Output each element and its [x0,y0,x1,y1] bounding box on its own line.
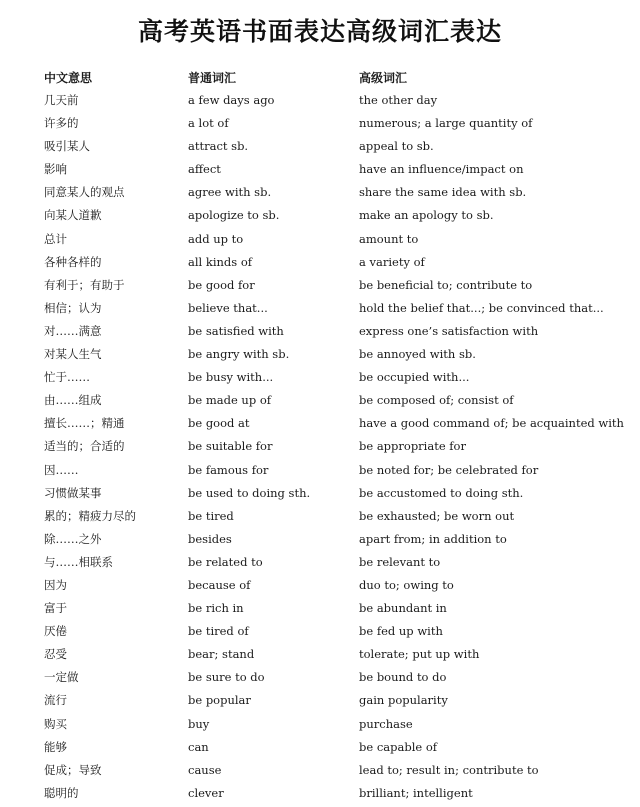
advanced-word: duo to; owing to [359,577,454,592]
table-row [0,507,640,530]
chinese-meaning: 吸引某人 [44,139,90,154]
table-row [0,484,640,507]
table-row [0,738,640,761]
advanced-word: be occupied with... [359,370,470,385]
chinese-meaning: 忙于…… [44,370,90,385]
advanced-word: apart from; in addition to [359,531,507,546]
common-word: cause [188,762,222,777]
chinese-meaning: 对……满意 [44,323,102,338]
common-word: a few days ago [188,93,275,107]
table-row [0,691,640,714]
advanced-word: be composed of; consist of [359,393,514,408]
table-row [0,645,640,668]
advanced-word: a variety of [359,254,425,269]
advanced-word: be annoyed with sb. [359,347,476,362]
vocabulary-table [0,91,640,807]
advanced-word: have an influence/impact on [359,162,524,177]
chinese-meaning: 适当的；合适的 [44,439,125,454]
advanced-word: be abundant in [359,601,447,616]
table-row [0,530,640,553]
table-row [0,461,640,484]
advanced-word: make an apology to sb. [359,208,494,223]
common-word: be suitable for [188,439,273,454]
chinese-meaning: 能够 [44,739,67,754]
common-word: be tired [188,508,234,523]
header-advanced: 高级词汇 [359,71,408,85]
chinese-meaning: 各种各样的 [44,254,102,269]
common-word: be angry with sb. [188,347,290,362]
header-common: 普通词汇 [188,71,237,85]
common-word: be good at [188,416,250,431]
chinese-meaning: 促成；导致 [44,762,102,777]
table-row [0,576,640,599]
advanced-word: be appropriate for [359,439,466,454]
table-row [0,253,640,276]
common-word: bear; stand [188,647,255,662]
chinese-meaning: 流行 [44,693,67,708]
chinese-meaning: 对某人生气 [44,347,102,362]
table-row [0,622,640,645]
common-word: be busy with... [188,370,274,385]
table-header [0,69,640,87]
common-word: all kinds of [188,254,253,269]
chinese-meaning: 富于 [44,601,67,616]
common-word: attract sb. [188,139,249,154]
common-word: be good for [188,277,255,292]
table-row [0,599,640,622]
common-word: add up to [188,231,244,246]
chinese-meaning: 聪明的 [44,785,79,800]
common-word: a lot of [188,116,229,131]
header-meaning: 中文意思 [44,71,93,85]
table-row [0,345,640,368]
chinese-meaning: 与……相联系 [44,554,113,569]
advanced-word: be beneficial to; contribute to [359,277,533,292]
table-row [0,437,640,460]
table-row [0,668,640,691]
common-word: be rich in [188,601,244,616]
advanced-word: be exhausted; be worn out [359,508,515,523]
advanced-word: share the same idea with sb. [359,185,527,200]
common-word: be popular [188,693,251,708]
table-row [0,715,640,738]
common-word: clever [188,785,224,800]
table-row [0,299,640,322]
common-word: besides [188,531,232,546]
table-row [0,114,640,137]
common-word: be used to doing sth. [188,485,311,500]
advanced-word: the other day [359,93,438,107]
table-row [0,276,640,299]
common-word: believe that... [188,300,268,315]
table-row [0,160,640,183]
chinese-meaning: 购买 [44,716,67,731]
common-word: can [188,739,209,754]
common-word: be famous for [188,462,269,477]
advanced-word: be relevant to [359,554,441,569]
chinese-meaning: 擅长……；精通 [44,416,125,431]
chinese-meaning: 几天前 [44,93,79,107]
chinese-meaning: 总计 [44,231,67,246]
common-word: affect [188,162,221,177]
common-word: be related to [188,554,263,569]
advanced-word: be bound to do [359,670,447,685]
chinese-meaning: 因为 [44,577,67,592]
advanced-word: be noted for; be celebrated for [359,462,539,477]
advanced-word: gain popularity [359,693,448,708]
table-row [0,414,640,437]
chinese-meaning: 向某人道歉 [44,208,102,223]
table-row [0,368,640,391]
chinese-meaning: 累的；精疲力尽的 [44,508,136,523]
advanced-word: be accustomed to doing sth. [359,485,524,500]
advanced-word: have a good command of; be acquainted with [359,416,624,431]
chinese-meaning: 有利于；有助于 [44,277,125,292]
advanced-word: express one’s satisfaction with [359,323,539,338]
advanced-word: lead to; result in; contribute to [359,762,539,777]
page-title: 高考英语书面表达高级词汇表达 [137,17,502,46]
table-row [0,761,640,784]
table-row [0,391,640,414]
chinese-meaning: 习惯做某事 [44,485,102,500]
common-word: apologize to sb. [188,208,280,223]
table-row [0,230,640,253]
chinese-meaning: 忍受 [44,647,67,662]
chinese-meaning: 相信；认为 [44,300,102,315]
common-word: be satisfied with [188,323,284,338]
chinese-meaning: 一定做 [44,670,79,685]
common-word: be made up of [188,393,272,408]
common-word: be tired of [188,624,249,639]
table-row [0,553,640,576]
chinese-meaning: 厌倦 [44,624,67,639]
table-row [0,183,640,206]
advanced-word: be capable of [359,739,438,754]
chinese-meaning: 因…… [44,462,79,477]
common-word: be sure to do [188,670,265,685]
table-row [0,322,640,345]
table-row [0,137,640,160]
table-row [0,91,640,114]
advanced-word: tolerate; put up with [359,647,480,662]
table-row [0,784,640,807]
advanced-word: appeal to sb. [359,139,434,154]
chinese-meaning: 由……组成 [44,393,102,408]
advanced-word: brilliant; intelligent [359,785,473,800]
chinese-meaning: 同意某人的观点 [44,185,125,200]
advanced-word: purchase [359,716,413,731]
common-word: because of [188,577,251,592]
common-word: agree with sb. [188,185,272,200]
chinese-meaning: 许多的 [44,116,79,131]
advanced-word: hold the belief that...; be convinced that... [359,300,604,315]
table-row [0,206,640,229]
advanced-word: amount to [359,231,419,246]
advanced-word: numerous; a large quantity of [359,116,533,131]
chinese-meaning: 除……之外 [44,531,102,546]
advanced-word: be fed up with [359,624,443,639]
common-word: buy [188,716,210,731]
chinese-meaning: 影响 [44,162,67,177]
